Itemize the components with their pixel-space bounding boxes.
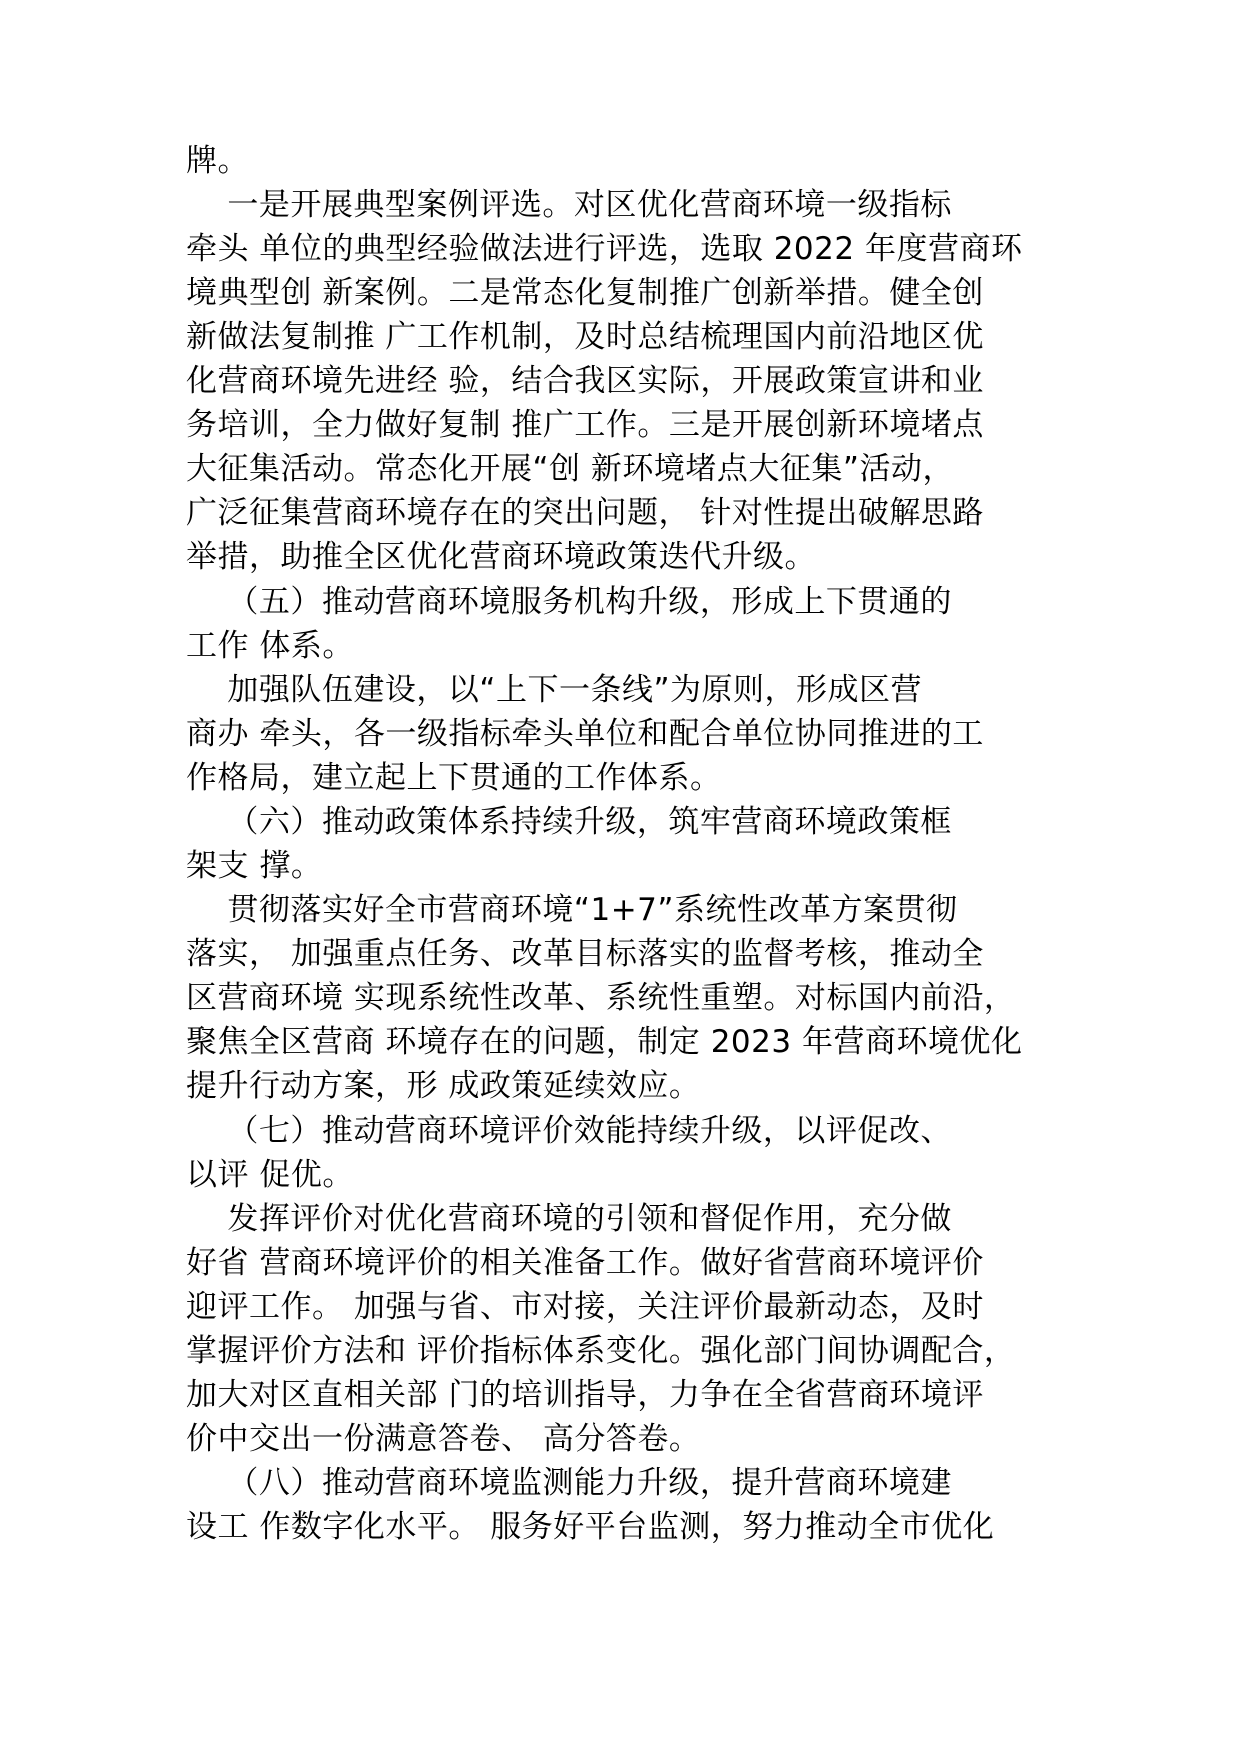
text-line: 提升行动方案，形 成政策延续效应。 — [186, 1068, 701, 1104]
text-line: 牵头 单位的典型经验做法进行评选，选取 2022 年度营商环 — [186, 231, 1023, 267]
section-heading: （七）推动营商环境评价效能持续升级，以评促改、 — [186, 1113, 952, 1149]
text-line: 务培训，全力做好复制 推广工作。三是开展创新环境堵点 — [186, 407, 984, 443]
text-line: 加强队伍建设，以“上下一条线”为原则，形成区营 — [186, 672, 923, 708]
text-line: 掌握评价方法和 评价指标体系变化。强化部门间协调配合， — [186, 1333, 1016, 1369]
text-line: 牌。 — [186, 143, 249, 179]
text-line: 聚焦全区营商 环境存在的问题，制定 2023 年营商环境优化 — [186, 1024, 1023, 1060]
text-line: 区营商环境 实现系统性改革、系统性重塑。对标国内前沿， — [186, 980, 1016, 1016]
text-line: 化营商环境先进经 验，结合我区实际，开展政策宣讲和业 — [186, 363, 984, 399]
text-line: 境典型创 新案例。二是常态化复制推广创新举措。健全创 — [186, 275, 984, 311]
text-line: 一是开展典型案例评选。对区优化营商环境一级指标 — [186, 187, 952, 223]
text-line: 举措，助推全区优化营商环境政策迭代升级。 — [186, 539, 816, 575]
text-line: 设工 作数字化水平。 服务好平台监测，努力推动全市优化 — [186, 1509, 995, 1545]
text-line: 商办 牵头，各一级指标牵头单位和配合单位协同推进的工 — [186, 716, 984, 752]
text-line: 价中交出一份满意答卷、 高分答卷。 — [186, 1421, 701, 1457]
text-line: 大征集活动。常态化开展“创 新环境堵点大征集”活动， — [186, 451, 954, 487]
section-heading: （八）推动营商环境监测能力升级，提升营商环境建 — [186, 1465, 952, 1501]
text-line: 好省 营商环境评价的相关准备工作。做好省营商环境评价 — [186, 1245, 984, 1281]
text-line: 广泛征集营商环境存在的突出问题， 针对性提出破解思路 — [186, 495, 984, 531]
text-line: 发挥评价对优化营商环境的引领和督促作用，充分做 — [186, 1201, 952, 1237]
text-line: 落实， 加强重点任务、改革目标落实的监督考核，推动全 — [186, 936, 984, 972]
text-line: 迎评工作。 加强与省、市对接，关注评价最新动态，及时 — [186, 1289, 984, 1325]
text-line: 作格局，建立起上下贯通的工作体系。 — [186, 760, 722, 796]
section-heading: 以评 促优。 — [186, 1157, 354, 1193]
section-heading: （五）推动营商环境服务机构升级，形成上下贯通的 — [186, 584, 952, 620]
text-line: 新做法复制推 广工作机制，及时总结梳理国内前沿地区优 — [186, 319, 984, 355]
text-line: 贯彻落实好全市营商环境“1+7”系统性改革方案贯彻 — [186, 892, 958, 928]
section-heading: 工作 体系。 — [186, 628, 354, 664]
section-heading: （六）推动政策体系持续升级，筑牢营商环境政策框 — [186, 804, 952, 840]
section-heading: 架支 撑。 — [186, 848, 323, 884]
text-line: 加大对区直相关部 门的培训指导，力争在全省营商环境评 — [186, 1377, 984, 1413]
